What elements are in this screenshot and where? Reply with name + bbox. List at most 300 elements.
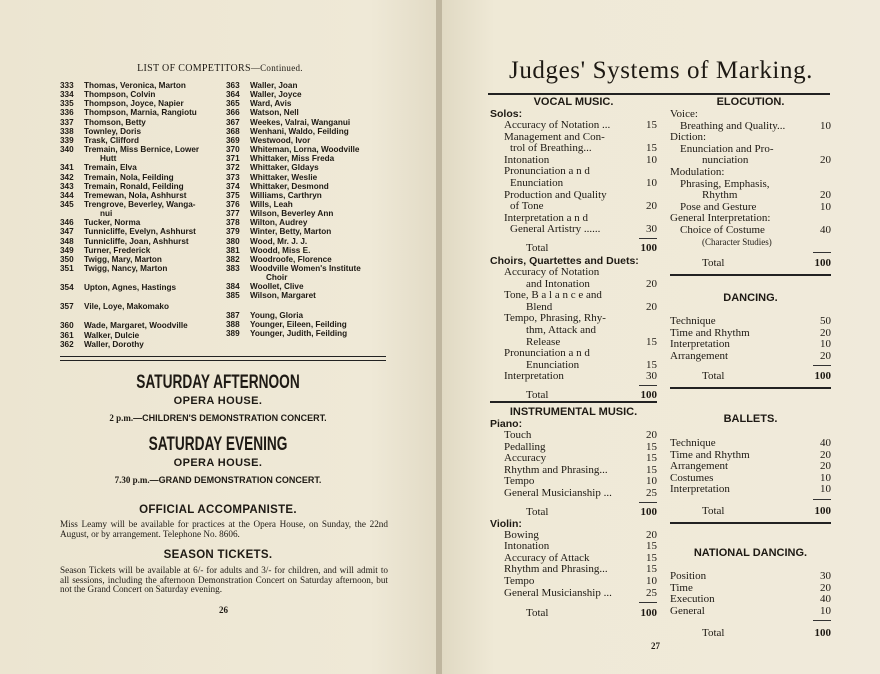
competitor-name: Vile, Loye, Makomako [84, 302, 169, 312]
elocution-criterion: General Interpretation: [670, 212, 771, 225]
competitor-number: 371 [226, 154, 240, 164]
national-total-label: Total [702, 627, 725, 640]
competitor-row [226, 173, 317, 182]
choirs-criterion: Accuracy of Notation [504, 266, 600, 278]
violin-points: 20 [646, 528, 657, 541]
competitor-row [226, 145, 359, 154]
competitor-name: Whiteman, Lorna, Woodville [250, 145, 360, 155]
competitor-row [226, 108, 299, 117]
elocution-points: 20 [820, 189, 831, 202]
choirs-criterion: Tone, B a l a n c e and [504, 289, 602, 302]
competitor-name: Wilton, Audrey [250, 218, 308, 228]
national-heading: NATIONAL DANCING. [693, 547, 808, 559]
elocution-criterion: Phrasing, Emphasis, [680, 177, 770, 190]
competitor-row [60, 145, 199, 154]
competitor-number: 372 [226, 163, 240, 173]
competitor-number: 370 [226, 145, 240, 155]
competitor-number: 383 [226, 264, 240, 273]
competitor-name: Tremewan, Nola, Ashhurst [84, 190, 187, 200]
page-title: Judges' Systems of Marking. [508, 57, 814, 84]
competitor-row [60, 331, 139, 340]
choirs-points: 20 [646, 277, 657, 290]
competitor-name: Thompson, Marnia, Rangiotu [84, 108, 197, 118]
piano-total: 100 [640, 505, 657, 518]
section-rule [490, 401, 657, 403]
competitor-name: Winter, Betty, Marton [250, 227, 332, 237]
dancing-points: 50 [820, 315, 831, 327]
competitor-number: 339 [60, 135, 74, 145]
competitor-row [60, 255, 162, 264]
piano-criterion: Tempo [504, 475, 535, 488]
competitor-row [226, 273, 287, 282]
dancing-criterion: Interpretation [670, 338, 730, 351]
competitor-row [226, 81, 297, 90]
piano-points: 15 [646, 463, 657, 476]
competitor-name: Thomas, Veronica, Marton [84, 81, 186, 90]
competitor-number: 389 [226, 328, 240, 338]
competitor-name: Younger, Eileen, Feilding [250, 319, 347, 329]
competitor-name: Weekes, Valrai, Wanganui [250, 117, 351, 127]
competitor-number: 367 [226, 117, 240, 127]
choirs-criterion: Interpretation [504, 370, 564, 383]
competitor-number: 382 [226, 254, 240, 264]
ballets-heading: BALLETS. [723, 413, 778, 425]
competitor-name: Tucker, Norma [84, 218, 141, 228]
title-underline [488, 93, 830, 95]
competitor-row [226, 320, 347, 329]
subtotal-rule [639, 385, 657, 386]
solos-points: 15 [646, 142, 657, 155]
piano-label: Piano: [490, 418, 523, 430]
ballets-points: 10 [820, 471, 831, 484]
competitor-name: Whittaker, Desmond [250, 181, 329, 191]
competitor-name: Young, Gloria [250, 310, 304, 320]
competitor-row [226, 209, 333, 218]
elocution-criterion: Choice of Costume [680, 224, 765, 236]
national-points: 20 [820, 581, 831, 594]
dancing-points: 20 [820, 326, 831, 339]
solos-criterion: of Tone [510, 200, 544, 213]
competitor-name: Turner, Frederick [84, 245, 151, 255]
instrumental-music-heading: INSTRUMENTAL MUSIC. [509, 406, 638, 418]
piano-criterion: General Musicianship ... [504, 487, 612, 499]
competitor-row [226, 282, 304, 291]
subtotal-rule [639, 238, 657, 239]
violin-points: 10 [646, 575, 657, 587]
violin-criterion: Accuracy of Attack [504, 551, 590, 564]
competitor-name: Ward, Avis [250, 99, 292, 109]
competitor-number: 335 [60, 99, 74, 109]
ballets-total-label: Total [702, 505, 725, 517]
national-criterion: Execution [670, 593, 715, 606]
competitor-number: 368 [226, 126, 240, 136]
competitor-name: Upton, Agnes, Hastings [84, 283, 177, 293]
page-number-left: 26 [219, 605, 228, 615]
elocution-points: 40 [820, 224, 831, 236]
section-divider [60, 356, 386, 361]
ballets-points: 40 [820, 437, 831, 449]
ballets-criterion: Technique [670, 437, 716, 449]
violin-criterion: Tempo [504, 575, 535, 587]
ballets-total: 100 [814, 505, 831, 517]
dancing-criterion: Technique [670, 315, 716, 327]
competitor-number: 387 [226, 310, 240, 320]
competitor-row [60, 191, 187, 200]
competitor-number: 375 [226, 190, 240, 200]
competitor-name: Woodville Women's Institute [250, 264, 361, 273]
solos-criterion: Enunciation [510, 177, 564, 189]
competitor-number: 363 [226, 81, 240, 90]
solos-criterion: Accuracy of Notation ... [504, 119, 611, 131]
elocution-points: 20 [820, 154, 831, 167]
competitor-number: 376 [226, 199, 240, 209]
competitor-name: Thompson, Colvin [84, 90, 156, 100]
competitor-number: 366 [226, 108, 240, 118]
competitor-number: 333 [60, 81, 74, 90]
solos-criterion: Pronunciation a n d [504, 165, 590, 178]
national-criterion: Position [670, 570, 707, 582]
violin-total-label: Total [526, 607, 549, 620]
accompaniste-heading: OFFICIAL ACCOMPANISTE. [139, 504, 297, 516]
competitor-name: Walker, Dulcie [84, 330, 140, 340]
solos-criterion: trol of Breathing... [510, 142, 592, 155]
solos-criterion: Interpretation a n d [504, 211, 588, 224]
competitor-number: 384 [226, 282, 240, 292]
choirs-criterion: and Intonation [526, 277, 590, 290]
competitor-name: Whittaker, Miss Freda [250, 154, 335, 164]
piano-points: 15 [646, 440, 657, 453]
competitor-row [60, 81, 186, 90]
competitor-row [60, 173, 174, 182]
competitor-number: 374 [226, 181, 240, 191]
ballets-points: 10 [820, 483, 831, 496]
competitor-row [226, 99, 291, 108]
competitor-name: Wills, Leah [250, 199, 293, 209]
competitor-number: 337 [60, 117, 74, 127]
competitor-row [226, 218, 307, 227]
violin-criterion: Rhythm and Phrasing... [504, 563, 608, 576]
choirs-criterion: Blend [526, 300, 553, 313]
competitor-number: 378 [226, 218, 240, 228]
competitor-row [60, 90, 155, 99]
competitor-row [60, 264, 167, 273]
competitor-number: 362 [60, 339, 74, 349]
elocution-criterion: (Character Studies) [702, 236, 772, 247]
subtotal-rule [813, 365, 831, 366]
competitor-number: 350 [60, 254, 74, 264]
competitor-number: 340 [60, 145, 74, 155]
dancing-criterion: Time and Rhythm [670, 326, 750, 339]
competitor-number: 336 [60, 108, 74, 118]
competitor-row [60, 302, 169, 311]
competitor-row [60, 182, 184, 191]
piano-criterion: Accuracy [504, 452, 547, 465]
piano-points: 15 [646, 452, 657, 465]
piano-criterion: Touch [504, 429, 532, 441]
piano-criterion: Rhythm and Phrasing... [504, 463, 608, 476]
competitor-name: Wilson, Beverley Ann [250, 209, 334, 219]
competitor-name: Wood, Mr. J. J. [250, 236, 308, 246]
competitor-row [60, 163, 137, 172]
piano-points: 10 [646, 475, 657, 488]
competitor-name: Whittaker, Weslie [250, 172, 318, 182]
competitor-row [60, 237, 189, 246]
competitor-row [60, 340, 144, 349]
national-points: 10 [820, 604, 831, 617]
vocal-music-heading: VOCAL MUSIC. [533, 96, 614, 108]
subtotal-rule [639, 502, 657, 503]
competitor-number: 348 [60, 236, 74, 246]
choirs-total: 100 [640, 389, 657, 401]
competitor-number: 357 [60, 302, 74, 312]
competitor-number: 343 [60, 181, 74, 191]
elocution-criterion: Diction: [670, 131, 707, 144]
choirs-criterion: Tempo, Phrasing, Rhy- [504, 312, 606, 325]
dancing-total: 100 [814, 370, 831, 383]
competitor-number: 360 [60, 321, 74, 331]
saturday-evening-venue: OPERA HOUSE. [173, 457, 263, 469]
competitor-name: Wenhani, Waldo, Feilding [250, 126, 349, 136]
competitor-name: Wade, Margaret, Woodville [84, 321, 188, 331]
competitor-name: Hutt [100, 154, 117, 164]
subtotal-rule [813, 620, 831, 621]
saturday-evening-event: 7.30 p.m.—GRAND DEMONSTRATION CONCERT. [114, 475, 322, 485]
competitor-name: Trask, Clifford [84, 135, 140, 145]
national-total: 100 [814, 627, 831, 640]
competitor-row [226, 191, 322, 200]
competitor-row [60, 321, 188, 330]
national-criterion: General [670, 604, 705, 617]
competitor-name: Woollet, Clive [250, 282, 304, 292]
competitor-name: Woodroofe, Florence [250, 254, 332, 264]
dancing-points: 20 [820, 349, 831, 362]
solos-points: 10 [646, 153, 657, 166]
ballets-points: 20 [820, 448, 831, 461]
ballets-criterion: Time and Rhythm [670, 448, 750, 461]
choirs-points: 20 [646, 300, 657, 313]
elocution-total-label: Total [702, 257, 725, 270]
competitor-row [60, 127, 141, 136]
elocution-points: 10 [820, 119, 831, 132]
competitor-number: 351 [60, 264, 74, 273]
competitor-row [226, 182, 329, 191]
competitor-name: Thompson, Joyce, Napier [84, 99, 184, 109]
competitor-row [60, 209, 112, 218]
competitor-name: Woodd, Miss E. [250, 245, 311, 255]
violin-criterion: Bowing [504, 528, 539, 541]
competitor-number: 380 [226, 236, 240, 246]
left-page [0, 0, 436, 674]
piano-criterion: Pedalling [504, 440, 546, 453]
competitor-number: 347 [60, 227, 74, 237]
competitor-number: 341 [60, 163, 74, 173]
competitor-number: 354 [60, 283, 74, 293]
violin-points: 25 [646, 586, 657, 599]
competitor-number: 349 [60, 245, 74, 255]
solos-total: 100 [640, 242, 657, 254]
competitor-row [60, 283, 176, 292]
competitor-row [226, 136, 310, 145]
solos-criterion: Intonation [504, 153, 550, 166]
competitor-name: Townley, Doris [84, 126, 142, 136]
competitor-name: Tremain, Miss Bernice, Lower [84, 145, 200, 155]
violin-points: 15 [646, 551, 657, 564]
competitor-number: 373 [226, 172, 240, 182]
competitor-row [226, 237, 307, 246]
competitor-name: Whittaker, Gldays [250, 163, 319, 173]
section-rule [670, 522, 831, 524]
season-tickets-text: Season Tickets will be available at 6/- for adults and 3/- for children, and will admit to all sessions, including the afternoon Demonstration Concert on Saturday afternoon, but not the Grand Concert on Saturday evening. [60, 565, 388, 595]
competitor-row [226, 127, 349, 136]
choirs-criterion: Pronunciation a n d [504, 347, 590, 360]
competitor-row [226, 264, 361, 273]
violin-criterion: General Musicianship ... [504, 586, 612, 599]
competitor-number: 385 [226, 291, 240, 301]
competitor-row [60, 227, 196, 236]
competitor-row [226, 255, 332, 264]
choirs-criterion: Enunciation [526, 358, 580, 371]
national-points: 30 [820, 570, 831, 582]
competitor-row [226, 311, 303, 320]
competitor-name: Younger, Judith, Feilding [250, 328, 348, 338]
elocution-criterion: Breathing and Quality... [680, 119, 786, 132]
competitor-name: nui [100, 209, 113, 219]
choirs-criterion: Release [526, 335, 561, 348]
competitor-number: 364 [226, 90, 240, 100]
solos-criterion: General Artistry ...... [510, 223, 601, 236]
competitor-number: 381 [226, 245, 240, 255]
competitor-row [60, 99, 184, 108]
competitor-name: Trengrove, Beverley, Wanga- [84, 199, 196, 209]
dancing-criterion: Arrangement [670, 349, 729, 362]
elocution-criterion: nunciation [702, 154, 749, 167]
competitor-row [226, 291, 316, 300]
competitor-name: Tremain, Ronald, Feilding [84, 181, 184, 191]
competitor-number: 377 [226, 209, 240, 219]
elocution-total: 100 [814, 257, 831, 270]
ballets-criterion: Costumes [670, 471, 714, 484]
piano-points: 25 [646, 487, 657, 499]
competitor-name: Waller, Joan [250, 81, 298, 90]
page-number-right: 27 [651, 641, 660, 651]
competitor-number: 361 [60, 330, 74, 340]
dancing-points: 10 [820, 338, 831, 351]
dancing-heading: DANCING. [723, 292, 778, 304]
violin-points: 15 [646, 563, 657, 576]
competitor-name: Choir [266, 273, 288, 283]
competitor-name: Twigg, Mary, Marton [84, 254, 162, 264]
elocution-criterion: Voice: [670, 108, 698, 120]
competitor-row [60, 154, 116, 163]
saturday-afternoon-venue: OPERA HOUSE. [173, 395, 263, 407]
competitor-row [60, 200, 195, 209]
choirs-label: Choirs, Quartettes and Duets: [490, 255, 639, 267]
competitor-name: Tremain, Elva [84, 163, 137, 173]
violin-criterion: Intonation [504, 540, 550, 553]
competitor-row [60, 246, 150, 255]
solos-criterion: Production and Quality [504, 188, 607, 201]
competitor-row [60, 108, 197, 117]
competitor-number: 345 [60, 199, 74, 209]
competitor-row [60, 218, 140, 227]
elocution-points: 10 [820, 200, 831, 213]
competitor-row [226, 163, 319, 172]
competitor-name: Wilson, Margaret [250, 291, 316, 301]
competitor-row [226, 200, 293, 209]
subtotal-rule [639, 602, 657, 603]
competitor-name: Waller, Dorothy [84, 339, 144, 349]
solos-points: 30 [646, 223, 657, 236]
saturday-afternoon-title: SATURDAY AFTERNOON [136, 372, 300, 393]
elocution-heading: ELOCUTION. [716, 96, 785, 108]
competitor-name: Watson, Nell [250, 108, 299, 118]
competitor-number: 379 [226, 227, 240, 237]
competitor-name: Twigg, Nancy, Marton [84, 264, 168, 273]
section-rule [670, 274, 831, 276]
competitor-row [226, 227, 331, 236]
competitor-number: 369 [226, 135, 240, 145]
competitor-number: 342 [60, 172, 74, 182]
choirs-criterion: thm, Attack and [526, 324, 596, 336]
season-tickets-heading: SEASON TICKETS. [163, 549, 273, 561]
choirs-points: 15 [646, 335, 657, 348]
competitor-row [226, 90, 302, 99]
competitor-name: Tunnicliffe, Evelyn, Ashhurst [84, 227, 196, 237]
saturday-evening-title: SATURDAY EVENING [148, 434, 288, 455]
solos-points: 15 [646, 119, 657, 131]
competitor-number: 346 [60, 218, 74, 228]
competitors-heading: LIST OF COMPETITORS—Continued. [137, 63, 303, 74]
choirs-points: 15 [646, 358, 657, 371]
competitor-row [226, 154, 334, 163]
competitor-row [226, 246, 310, 255]
solos-points: 20 [646, 200, 657, 213]
ballets-points: 20 [820, 460, 831, 473]
elocution-criterion: Enunciation and Pro- [680, 142, 774, 155]
violin-points: 15 [646, 540, 657, 553]
piano-points: 20 [646, 429, 657, 441]
competitor-number: 338 [60, 126, 74, 136]
section-rule [670, 387, 831, 389]
competitor-name: Waller, Joyce [250, 90, 302, 100]
competitor-number: 365 [226, 99, 240, 109]
national-points: 40 [820, 593, 831, 606]
solos-points: 10 [646, 177, 657, 189]
solos-criterion: Management and Con- [504, 130, 605, 143]
subtotal-rule [813, 252, 831, 253]
competitor-row [60, 118, 146, 127]
solos-total-label: Total [526, 242, 549, 254]
piano-total-label: Total [526, 505, 549, 518]
choirs-points: 30 [646, 370, 657, 383]
competitor-name: Westwood, Ivor [250, 135, 311, 145]
ballets-criterion: Interpretation [670, 483, 730, 496]
choirs-total-label: Total [526, 389, 549, 401]
violin-total: 100 [640, 607, 657, 620]
subtotal-rule [813, 499, 831, 500]
competitor-name: Williams, Carthryn [250, 190, 322, 200]
solos-label: Solos: [490, 108, 523, 120]
competitor-name: Tremain, Nola, Feilding [84, 172, 174, 182]
competitor-name: Tunnicliffe, Joan, Ashhurst [84, 236, 189, 246]
elocution-criterion: Modulation: [670, 166, 725, 178]
national-criterion: Time [670, 581, 693, 594]
competitor-name: Thomson, Betty [84, 117, 146, 127]
competitor-row [226, 118, 350, 127]
accompaniste-text: Miss Leamy will be available for practices at the Opera House, on Sunday, the 22nd August, or by arrangement. Telephone No. 8606. [60, 519, 388, 539]
competitor-number: 344 [60, 190, 74, 200]
elocution-criterion: Rhythm [702, 189, 738, 202]
